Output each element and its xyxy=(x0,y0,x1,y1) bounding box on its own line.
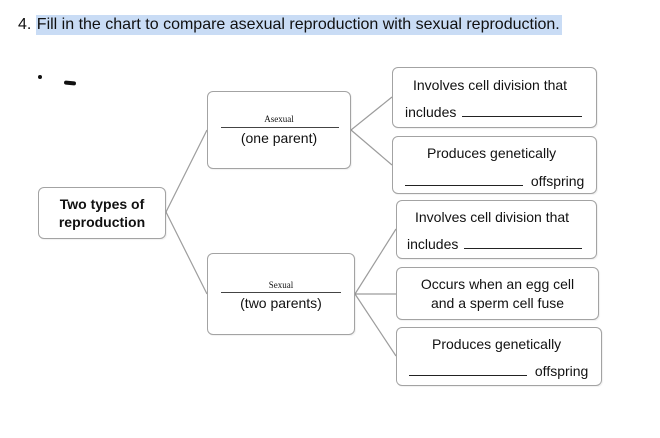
sexual-fuse-line1: Occurs when an egg cell xyxy=(420,275,575,292)
asexual-division-box xyxy=(392,67,597,128)
connector-asexual-division xyxy=(351,97,392,130)
asexual-division-answer-blank[interactable] xyxy=(462,102,582,117)
sexual-underline xyxy=(221,292,341,293)
sexual-produces-line1: Produces genetically xyxy=(432,336,562,352)
asexual-underline xyxy=(221,127,339,128)
connector-asexual-produces xyxy=(351,130,392,165)
connector-sexual-produces xyxy=(355,294,396,356)
sexual-node-box xyxy=(207,253,355,335)
sexual-division-line1: Involves cell division that xyxy=(415,209,570,225)
asexual-produces-line1: Produces genetically xyxy=(427,145,557,161)
connector-root-asexual xyxy=(166,130,207,212)
root-line2: reproduction xyxy=(58,214,146,230)
connector-sexual-division xyxy=(355,229,396,294)
asexual-label: Asexual xyxy=(264,114,294,124)
asexual-produces-box xyxy=(392,136,597,194)
asexual-division-line2: includes xyxy=(405,104,457,120)
question-number: 4. xyxy=(18,16,32,33)
sexual-label: Sexual xyxy=(268,280,294,290)
sexual-division-box xyxy=(396,200,597,259)
sexual-fuse-box xyxy=(396,267,599,320)
sexual-division-answer-blank[interactable] xyxy=(464,234,582,249)
sexual-division-line2: includes xyxy=(407,236,459,252)
asexual-produces-line2: offspring xyxy=(530,173,585,189)
root-node-box xyxy=(38,187,166,239)
connector-root-sexual xyxy=(166,212,207,294)
asexual-parent-text: (one parent) xyxy=(240,130,318,146)
asexual-division-line1: Involves cell division that xyxy=(413,77,568,93)
root-line1: Two types of xyxy=(59,196,145,212)
sexual-parent-text: (two parents) xyxy=(240,295,322,311)
sexual-produces-line2: offspring xyxy=(534,363,589,379)
sexual-produces-answer-blank[interactable] xyxy=(409,361,527,376)
question-prompt: Fill in the chart to compare asexual reproduction with sexual reproduction. xyxy=(36,16,560,33)
sexual-fuse-line2: and a sperm cell fuse xyxy=(430,294,565,311)
asexual-produces-answer-blank[interactable] xyxy=(405,171,523,186)
sexual-produces-box xyxy=(396,327,602,386)
asexual-node-box xyxy=(207,91,351,169)
